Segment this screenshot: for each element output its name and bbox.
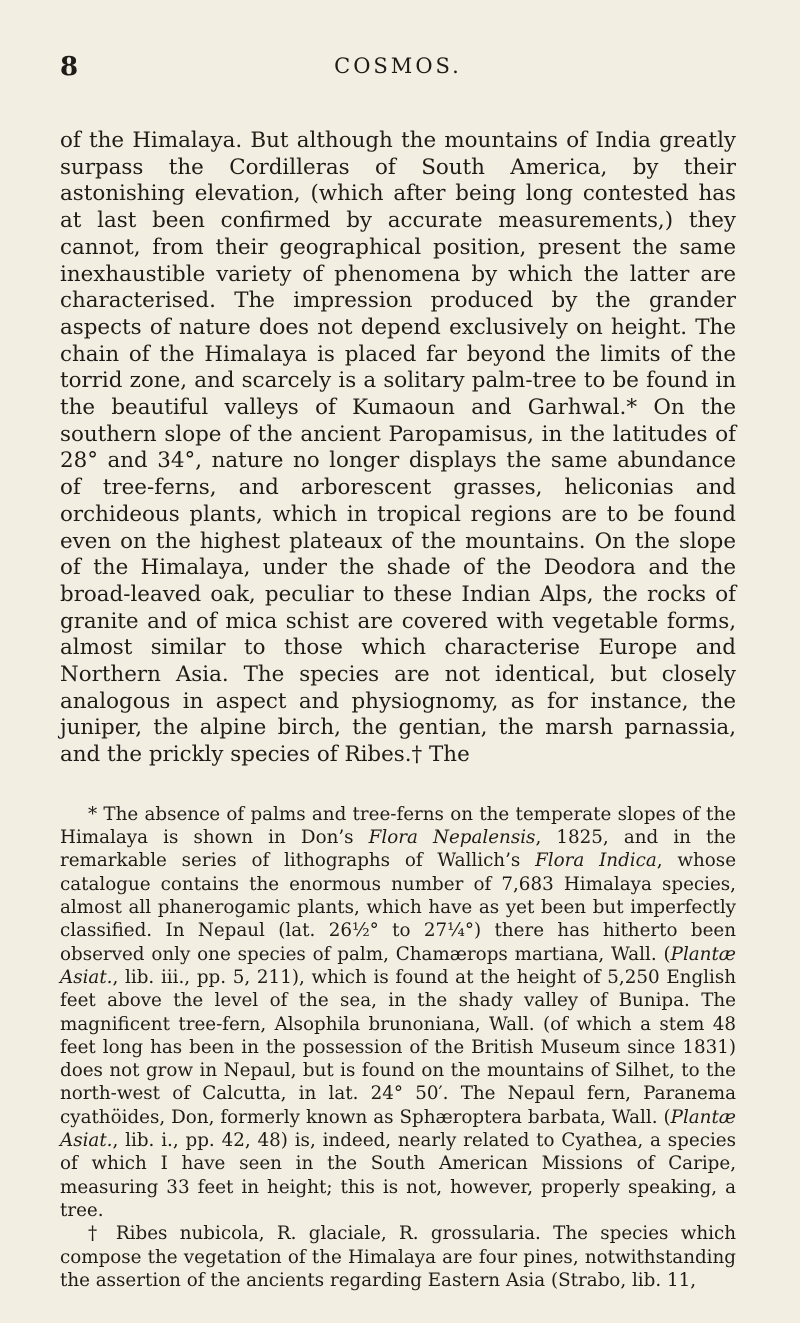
footnote-ribes: † Ribes nubicola, R. glaciale, R. grossularia. The species which compose the vegetation of the Himalaya are four pines, notwithstanding the assertion of the ancients regarding Eastern Asia (Strabo, lib. 11, — [60, 1223, 736, 1291]
footnote-italic-title: Flora Nepalensis — [368, 827, 536, 849]
footnote-text: * The absence of palms and tree-ferns on the temperate slopes of the Himalaya is shown in Don’s — [60, 803, 736, 849]
running-head — [60, 52, 736, 88]
body-paragraph: of the Himalaya. But although the mountains of India greatly surpass the Cordilleras of South America, by their astonishing elevation, (which after being long contested has at last been confirmed by accurate measurements,) they cannot, from their geographical position, present the same inexhaustible variety of phenomena by which the latter are characterised. The impression produced by the grander aspects of nature does not depend exclusively on height. The chain of the Himalaya is placed far beyond the limits of the torrid zone, and scarcely is a solitary palm-tree to be found in the beautiful valleys of Kumaoun and Garhwal.* On the southern slope of the ancient Paropamisus, in the latitudes of 28° and 34°, nature no longer displays the same abundance of tree-ferns, and arborescent grasses, heliconias and orchideous plants, which in tropical regions are to be found even on the highest plateaux of the mountains. On the slope of the Himalaya, under the shade of the Deodora and the broad-leaved oak, peculiar to these Indian Alps, the rocks of granite and of mica schist are covered with vegetable forms, almost similar to those which characterise Europe and Northern Asia. The species are not identical, but closely analogous in aspect and physiognomy, as for instance, the juniper, the alpine birch, the gentian, the marsh parnassia, and the prickly species of Ribes.† The — [60, 128, 736, 768]
running-title: COSMOS. — [334, 54, 462, 78]
footnote-palms-ferns — [60, 803, 736, 1222]
footnote-text: , 1825, and in the remarkable series of lithographs of Wallich’s — [60, 827, 737, 872]
footnote-italic-title: Flora Indica — [535, 850, 657, 872]
footnote-text: , lib. i., pp. 42, 48) is, indeed, nearly related to Cyathea, a species of which I have seen in the South American Missions of Caripe, measuring 33 feet in height; this is not, however, properly speaking, a tree. — [60, 1130, 736, 1221]
footnote-text: , whose catalogue contains the enormous number of 7,683 Himalaya species, almost all phanerogamic plants, which have as yet been but imperfectly classified. In Nepaul (lat. 26½° to 27¼°) there has hitherto been observed only one species of palm, Chamærops martiana, Wall. ( — [60, 850, 737, 965]
page-number: 8 — [60, 52, 79, 82]
book-page — [60, 52, 736, 1292]
footnote-text: , lib. iii., pp. 5, 211), which is found at the height of 5,250 English feet above the level of the sea, in the shady valley of Bunipa. The magnificent tree-fern, Alsophila brunoniana, Wall. (of which a stem 48 feet long has been in the possession of the British Museum since 1831) does not grow in Nepaul, but is found on the mountains of Silhet, to the north-west of Calcutta, in lat. 24° 50′. The Nepaul fern, Paranema cyathöides, Don, formerly known as Sphæroptera barbata, Wall. ( — [60, 966, 736, 1128]
footnote-italic-title: Plantæ Asiat. — [60, 1106, 736, 1152]
footnote-italic-title: Plantæ Asiat. — [60, 943, 736, 988]
footnotes — [60, 803, 736, 1292]
